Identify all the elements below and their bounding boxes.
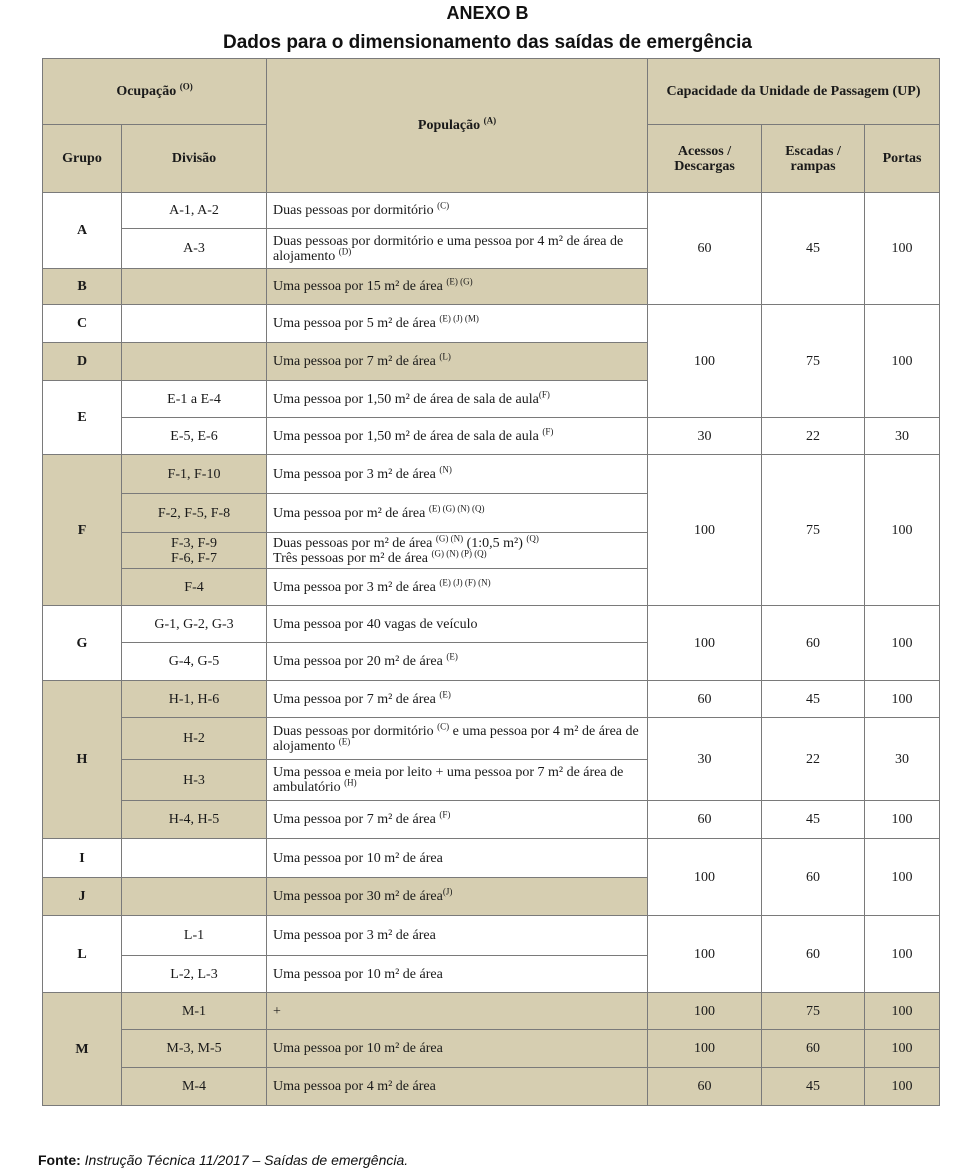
- source-text: Instrução Técnica 11/2017 – Saídas de emergência.: [84, 1152, 409, 1168]
- acessos-cell: 100: [648, 993, 762, 1030]
- header-grupo: Grupo: [43, 125, 122, 193]
- header-capacidade: Capacidade da Unidade de Passagem (UP): [648, 59, 940, 125]
- emergency-exits-table: [42, 58, 940, 1106]
- acessos-cell: 100: [648, 839, 762, 916]
- group-cell: C: [43, 305, 122, 343]
- divisao-cell: H-4, H-5: [122, 801, 267, 839]
- annex-title: ANEXO B: [446, 3, 529, 23]
- divisao-cell: L-1: [122, 916, 267, 956]
- populacao-cell: Duas pessoas por dormitório $^{(C)}$: [267, 193, 648, 229]
- divisao-cell: M-4: [122, 1068, 267, 1106]
- table-row: [43, 455, 940, 494]
- populacao-cell: Uma pessoa e meia por leito + uma pessoa por 7 m² de área de ambulatório $^{(H)}$: [267, 760, 648, 801]
- header-divisao: Divisão: [122, 125, 267, 193]
- populacao-cell: Uma pessoa por 10 m² de área: [267, 1030, 648, 1068]
- populacao-cell: Duas pessoas por dormitório e uma pessoa por 4 m² de área de alojamento $^{(D)}$: [267, 229, 648, 269]
- divisao-cell: H-2: [122, 718, 267, 760]
- table-row: [43, 1030, 940, 1068]
- group-cell: M: [43, 993, 122, 1106]
- populacao-cell: Uma pessoa por 3 m² de área $^{(N)}$: [267, 455, 648, 494]
- populacao-cell: Uma pessoa por 40 vagas de veículo: [267, 606, 648, 643]
- escadas-cell: 75: [762, 305, 865, 418]
- populacao-cell: Uma pessoa por 7 m² de área $^{(F)}$: [267, 801, 648, 839]
- divisao-cell: [122, 305, 267, 343]
- table-row: [43, 193, 940, 229]
- portas-cell: 100: [865, 606, 940, 681]
- populacao-cell: Duas pessoas por dormitório $^{(C)}$ e uma pessoa por 4 m² de área de alojamento $^{(E)}$: [267, 718, 648, 760]
- populacao-cell: Uma pessoa por 20 m² de área $^{(E)}$: [267, 643, 648, 681]
- table-row: [43, 305, 940, 343]
- group-cell: L: [43, 916, 122, 993]
- escadas-cell: 60: [762, 606, 865, 681]
- divisao-cell: [122, 878, 267, 916]
- portas-cell: 100: [865, 839, 940, 916]
- populacao-cell: Uma pessoa por 30 m² de área$^{(J)}$: [267, 878, 648, 916]
- acessos-cell: 100: [648, 305, 762, 418]
- populacao-cell: Uma pessoa por 15 m² de área $^{(E) (G)}$: [267, 269, 648, 305]
- divisao-cell: H-3: [122, 760, 267, 801]
- divisao-cell: G-4, G-5: [122, 643, 267, 681]
- portas-cell: 100: [865, 681, 940, 718]
- group-cell: D: [43, 343, 122, 381]
- escadas-cell: 60: [762, 839, 865, 916]
- divisao-cell: [122, 343, 267, 381]
- divisao-cell: M-3, M-5: [122, 1030, 267, 1068]
- table-row: [43, 606, 940, 643]
- portas-cell: 100: [865, 193, 940, 305]
- source-label: Fonte:: [38, 1152, 81, 1168]
- group-cell: G: [43, 606, 122, 681]
- populacao-cell: Uma pessoa por 10 m² de área: [267, 839, 648, 878]
- acessos-cell: 60: [648, 681, 762, 718]
- escadas-cell: 45: [762, 681, 865, 718]
- portas-cell: 100: [865, 993, 940, 1030]
- group-cell: J: [43, 878, 122, 916]
- acessos-cell: 100: [648, 916, 762, 993]
- divisao-cell: F-1, F-10: [122, 455, 267, 494]
- portas-cell: 100: [865, 916, 940, 993]
- portas-cell: 100: [865, 455, 940, 606]
- acessos-cell: 60: [648, 193, 762, 305]
- populacao-cell: Uma pessoa por 1,50 m² de área de sala de aula $^{(F)}$: [267, 418, 648, 455]
- populacao-cell: Uma pessoa por 10 m² de área: [267, 956, 648, 993]
- table-row: [43, 718, 940, 760]
- populacao-cell: Uma pessoa por 1,50 m² de área de sala de aula$^{(F)}$: [267, 381, 648, 418]
- divisao-cell: [122, 839, 267, 878]
- escadas-cell: 45: [762, 1068, 865, 1106]
- group-cell: A: [43, 193, 122, 269]
- table-row: [43, 916, 940, 956]
- acessos-cell: 60: [648, 1068, 762, 1106]
- portas-cell: 100: [865, 305, 940, 418]
- group-cell: E: [43, 381, 122, 455]
- group-cell: B: [43, 269, 122, 305]
- header-escadas: Escadas / rampas: [762, 125, 865, 193]
- escadas-cell: 75: [762, 455, 865, 606]
- acessos-cell: 30: [648, 418, 762, 455]
- populacao-cell: Uma pessoa por m² de área $^{(E) (G) (N) (Q)}$: [267, 494, 648, 533]
- acessos-cell: 100: [648, 1030, 762, 1068]
- group-cell: F: [43, 455, 122, 606]
- populacao-cell: Uma pessoa por 7 m² de área $^{(L)}$: [267, 343, 648, 381]
- portas-cell: 30: [865, 418, 940, 455]
- populacao-cell: Uma pessoa por 3 m² de área $^{(E) (J) (F) (N)}$: [267, 569, 648, 606]
- divisao-cell: A-3: [122, 229, 267, 269]
- escadas-cell: 75: [762, 993, 865, 1030]
- divisao-cell: M-1: [122, 993, 267, 1030]
- source-footnote: [38, 1151, 408, 1169]
- divisao-cell: F-2, F-5, F-8: [122, 494, 267, 533]
- table-row: [43, 993, 940, 1030]
- table-row: [43, 418, 940, 455]
- divisao-cell: A-1, A-2: [122, 193, 267, 229]
- populacao-cell: Uma pessoa por 4 m² de área: [267, 1068, 648, 1106]
- annex-subtitle: Dados para o dimensionamento das saídas de emergência: [222, 32, 752, 53]
- acessos-cell: 60: [648, 801, 762, 839]
- escadas-cell: 45: [762, 193, 865, 305]
- divisao-cell: E-1 a E-4: [122, 381, 267, 418]
- portas-cell: 100: [865, 1068, 940, 1106]
- group-cell: I: [43, 839, 122, 878]
- populacao-cell: Uma pessoa por 7 m² de área $^{(E)}$: [267, 681, 648, 718]
- divisao-cell: H-1, H-6: [122, 681, 267, 718]
- group-cell: H: [43, 681, 122, 839]
- header-portas: Portas: [865, 125, 940, 193]
- acessos-cell: 100: [648, 455, 762, 606]
- populacao-cell: Uma pessoa por 3 m² de área: [267, 916, 648, 956]
- portas-cell: 100: [865, 801, 940, 839]
- table-row: [43, 1068, 940, 1106]
- portas-cell: 100: [865, 1030, 940, 1068]
- escadas-cell: 22: [762, 418, 865, 455]
- escadas-cell: 60: [762, 1030, 865, 1068]
- escadas-cell: 22: [762, 718, 865, 801]
- divisao-cell: L-2, L-3: [122, 956, 267, 993]
- acessos-cell: 100: [648, 606, 762, 681]
- escadas-cell: 60: [762, 916, 865, 993]
- divisao-cell: E-5, E-6: [122, 418, 267, 455]
- populacao-cell: Duas pessoas por m² de área $^{(G) (N)}$ (1:0,5 m²) $^{(Q)}$ Três pessoas por m² de área $^{(G) (N) (P) (Q)}$: [267, 533, 648, 569]
- table-row: [43, 801, 940, 839]
- populacao-cell: Uma pessoa por 5 m² de área $^{(E) (J) (M)}$: [267, 305, 648, 343]
- divisao-cell: F-4: [122, 569, 267, 606]
- table-row: [43, 839, 940, 878]
- acessos-cell: 30: [648, 718, 762, 801]
- escadas-cell: 45: [762, 801, 865, 839]
- portas-cell: 30: [865, 718, 940, 801]
- populacao-cell: +: [267, 993, 648, 1030]
- header-ocupacao: Ocupação $^{(O)}$: [43, 59, 267, 125]
- divisao-cell: F-3, F-9 F-6, F-7: [122, 533, 267, 569]
- table-row: [43, 681, 940, 718]
- divisao-cell: G-1, G-2, G-3: [122, 606, 267, 643]
- header-populacao: População $^{(A)}$: [267, 59, 648, 193]
- header-acessos: Acessos / Descargas: [648, 125, 762, 193]
- divisao-cell: [122, 269, 267, 305]
